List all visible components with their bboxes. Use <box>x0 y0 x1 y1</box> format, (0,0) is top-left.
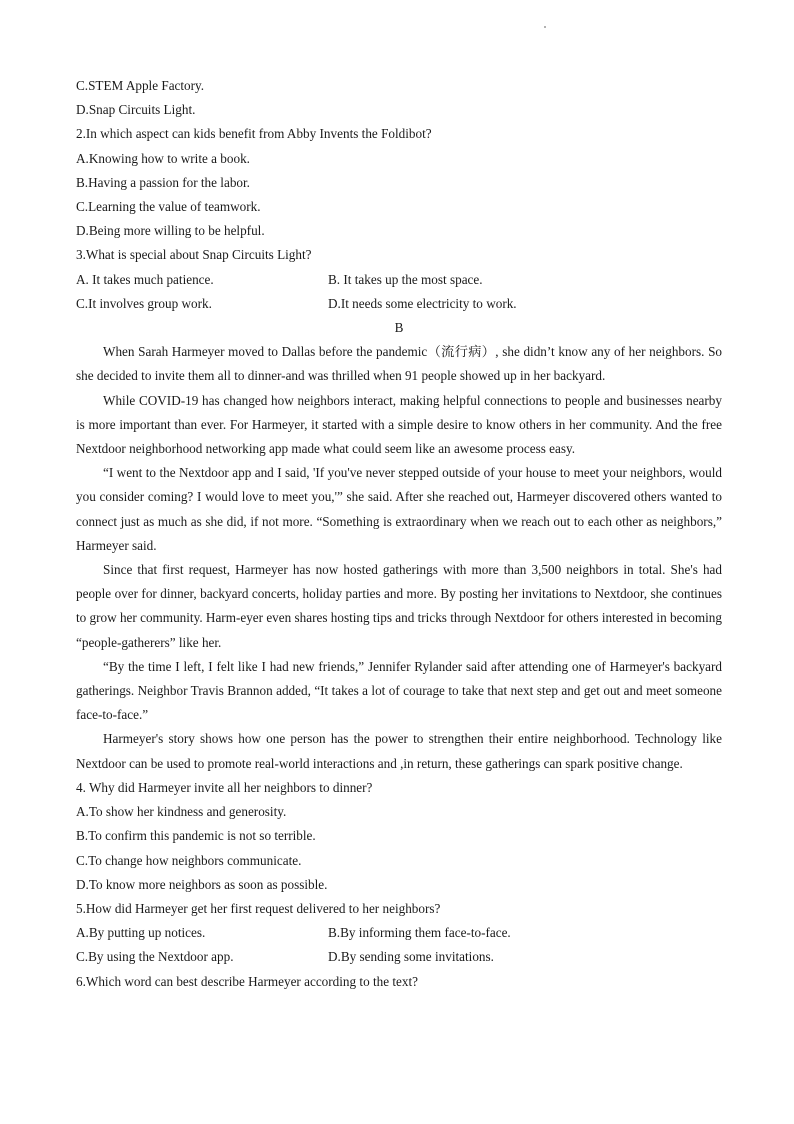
passage-paragraph-2: While COVID-19 has changed how neighbors interact, making helpful connections to people and businesses nearby is more important than ever. For Harmeyer, it started with a simple desire to know others in her community. And the free Nextdoor neighborhood networking app made what could seem like an awesome process easy. <box>76 392 722 457</box>
q3-option-b: B. It takes up the most space. <box>328 271 483 287</box>
passage-paragraph-1: When Sarah Harmeyer moved to Dallas before the pandemic（流行病）, she didn’t know any of her neighbors. So she decided to invite them all to dinner-and was thrilled when 91 people showed up in her backyard. <box>76 344 722 384</box>
q3-option-c: C.It involves group work. <box>76 295 212 311</box>
q2-option-c: C.Learning the value of teamwork. <box>76 199 261 215</box>
q4-option-b: B.To confirm this pandemic is not so terrible. <box>76 828 316 844</box>
passage-paragraph-5: “By the time I left, I felt like I had new friends,” Jennifer Rylander said after attending one of Harmeyer's backyard gatherings. Neighbor Travis Brannon added, “It takes a lot of courage to take that next step and get out and meet someone face-to-face.” <box>76 658 722 723</box>
q4-question: 4. Why did Harmeyer invite all her neighbors to dinner? <box>76 779 373 795</box>
q2-option-a: A.Knowing how to write a book. <box>76 150 250 166</box>
passage-paragraph-6: Harmeyer's story shows how one person has the power to strengthen their entire neighborhood. Technology like Nextdoor can be used to promote real-world interactions and ,in return, these gatherings can spark positive change. <box>76 731 722 771</box>
q5-option-d: D.By sending some invitations. <box>328 949 494 965</box>
q3-option-d: D.It needs some electricity to work. <box>328 295 517 311</box>
exam-page <box>76 74 722 994</box>
q5-options-row-2 <box>76 945 722 969</box>
page-mark <box>544 26 546 28</box>
q1-option-d: D.Snap Circuits Light. <box>76 102 196 118</box>
passage-paragraph-4: Since that first request, Harmeyer has now hosted gatherings with more than 3,500 neighbors in total. She's had people over for dinner, backyard concerts, holiday parties and more. By posting her invitations to Nextdoor, she continues to grow her community. Harm-eyer even shares hosting tips and tricks through Nextdoor for others interested in becoming “people-gatherers” like her. <box>76 562 722 650</box>
q3-option-a: A. It takes much patience. <box>76 271 214 287</box>
q5-option-c: C.By using the Nextdoor app. <box>76 949 234 965</box>
q3-options-row-2 <box>76 292 722 316</box>
q4-option-a: A.To show her kindness and generosity. <box>76 804 287 820</box>
q1-option-c: C.STEM Apple Factory. <box>76 78 205 93</box>
q3-options-row-1 <box>76 268 722 292</box>
q5-options-row-1 <box>76 921 722 945</box>
q4-option-c: C.To change how neighbors communicate. <box>76 852 302 868</box>
q3-question: 3.What is special about Snap Circuits Light? <box>76 247 312 263</box>
q4-option-d: D.To know more neighbors as soon as possible. <box>76 876 328 892</box>
q5-option-b: B.By informing them face-to-face. <box>328 925 511 941</box>
passage-paragraph-3: “I went to the Nextdoor app and I said, 'If you've never stepped outside of your house to meet your neighbors, would you consider coming? I would love to meet you,'” she said. After she reached out, Harmeyer discovered others wanted to connect just as much as she did, if not more. “Something is extraordinary when we reach out to each other as neighbors,” Harmeyer said. <box>76 465 722 553</box>
passage-section-label: B <box>394 320 404 336</box>
q2-option-d: D.Being more willing to be helpful. <box>76 223 265 239</box>
q2-option-b: B.Having a passion for the labor. <box>76 174 250 190</box>
q2-question: 2.In which aspect can kids benefit from Abby Invents the Foldibot? <box>76 126 432 142</box>
q6-question: 6.Which word can best describe Harmeyer according to the text? <box>76 973 418 989</box>
q5-question: 5.How did Harmeyer get her first request delivered to her neighbors? <box>76 900 441 916</box>
q5-option-a: A.By putting up notices. <box>76 925 206 941</box>
